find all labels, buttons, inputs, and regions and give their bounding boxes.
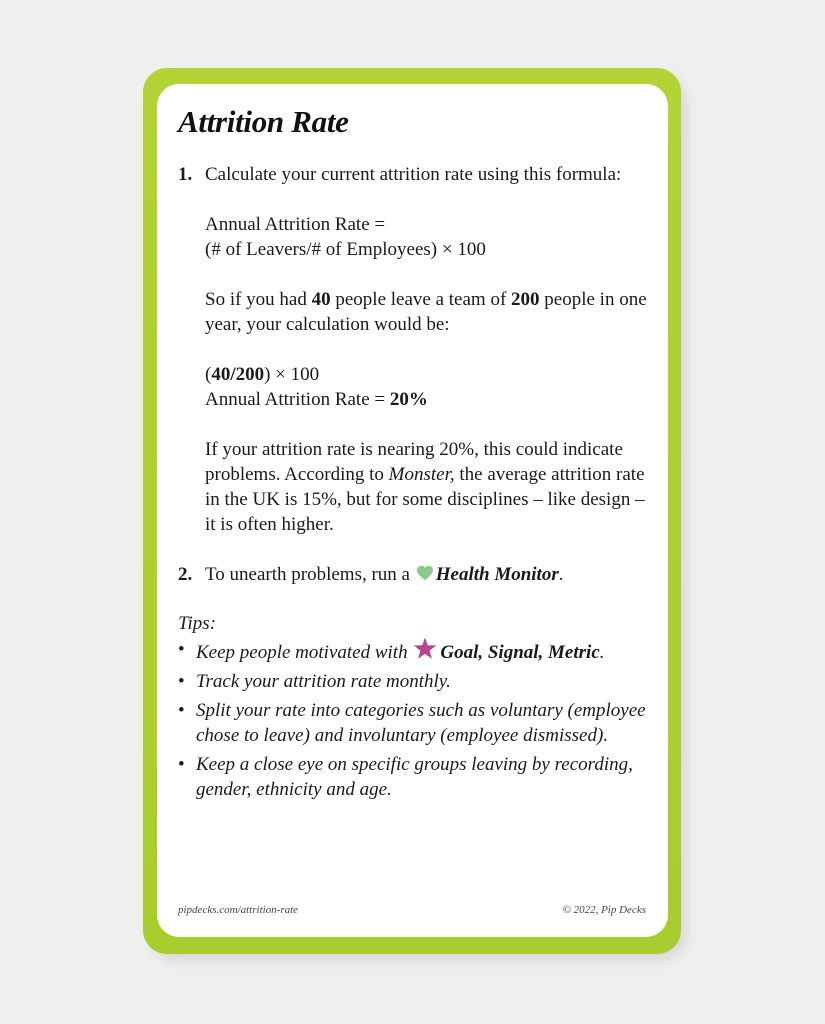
- health-monitor-link[interactable]: Health Monitor: [435, 564, 559, 585]
- example-team: 200: [511, 289, 540, 310]
- step-1: [178, 162, 656, 537]
- footer-copyright: © 2022, Pip Decks: [562, 904, 646, 916]
- example-pre: So if you had: [205, 289, 312, 310]
- heart-icon: [416, 565, 434, 581]
- card-title: Attrition Rate: [178, 104, 349, 139]
- formula-line-1: Annual Attrition Rate =: [205, 214, 386, 235]
- tips-heading: Tips:: [178, 613, 217, 634]
- tips-list: [178, 637, 656, 802]
- calculation: [205, 362, 656, 412]
- step-number: 1.: [178, 164, 193, 185]
- tips-section: [178, 611, 656, 802]
- goal-signal-metric-link[interactable]: Goal, Signal, Metric: [440, 642, 600, 663]
- example-mid: people leave a team of: [330, 289, 512, 310]
- tip-item: [178, 637, 656, 665]
- formula: [205, 212, 656, 262]
- card: [143, 68, 681, 954]
- step-2-post: .: [558, 564, 564, 585]
- step-2-pre: To unearth problems, run a: [205, 564, 415, 585]
- example-leavers: 40: [311, 289, 331, 310]
- context-text: [205, 437, 656, 537]
- calc-ratio: 40/200: [211, 364, 265, 385]
- calc-open: (: [205, 364, 212, 385]
- step-number: 2.: [178, 564, 193, 585]
- context-pre: If your attrition rate is nearing 20%, this could indicate problems. According to: [205, 439, 623, 485]
- tip-item: • Keep a close eye on specific groups leaving by recording, gender, ethnicity and age.: [178, 752, 656, 802]
- tip-1-pre: Keep people motivated with: [196, 642, 413, 663]
- result-label: Annual Attrition Rate =: [205, 389, 390, 410]
- context-source: Monster,: [388, 464, 455, 485]
- step-intro: Calculate your current attrition rate using this formula:: [205, 164, 622, 185]
- star-icon: [413, 637, 437, 660]
- step-2-text: [205, 562, 656, 587]
- example-text: [205, 287, 656, 337]
- context-post: the average attrition rate in the UK is 15%, but for some disciplines – like design – it is often higher.: [205, 464, 645, 535]
- tip-item: • Track your attrition rate monthly.: [178, 669, 656, 694]
- card-content: [157, 84, 668, 937]
- step-2: [178, 562, 656, 587]
- formula-line-2: (# of Leavers/# of Employees) × 100: [205, 239, 486, 260]
- card-footer: [178, 904, 646, 916]
- tip-item: • Split your rate into categories such as voluntary (employee chose to leave) and involuntary (employee dismissed).: [178, 698, 656, 748]
- example-post: people in one year, your calculation would be:: [205, 289, 647, 335]
- footer-url[interactable]: pipdecks.com/attrition-rate: [178, 904, 299, 916]
- calc-close: ) × 100: [264, 364, 320, 385]
- tip-1-post: .: [599, 642, 605, 663]
- result-value: 20%: [389, 389, 428, 410]
- card-body: [178, 162, 656, 806]
